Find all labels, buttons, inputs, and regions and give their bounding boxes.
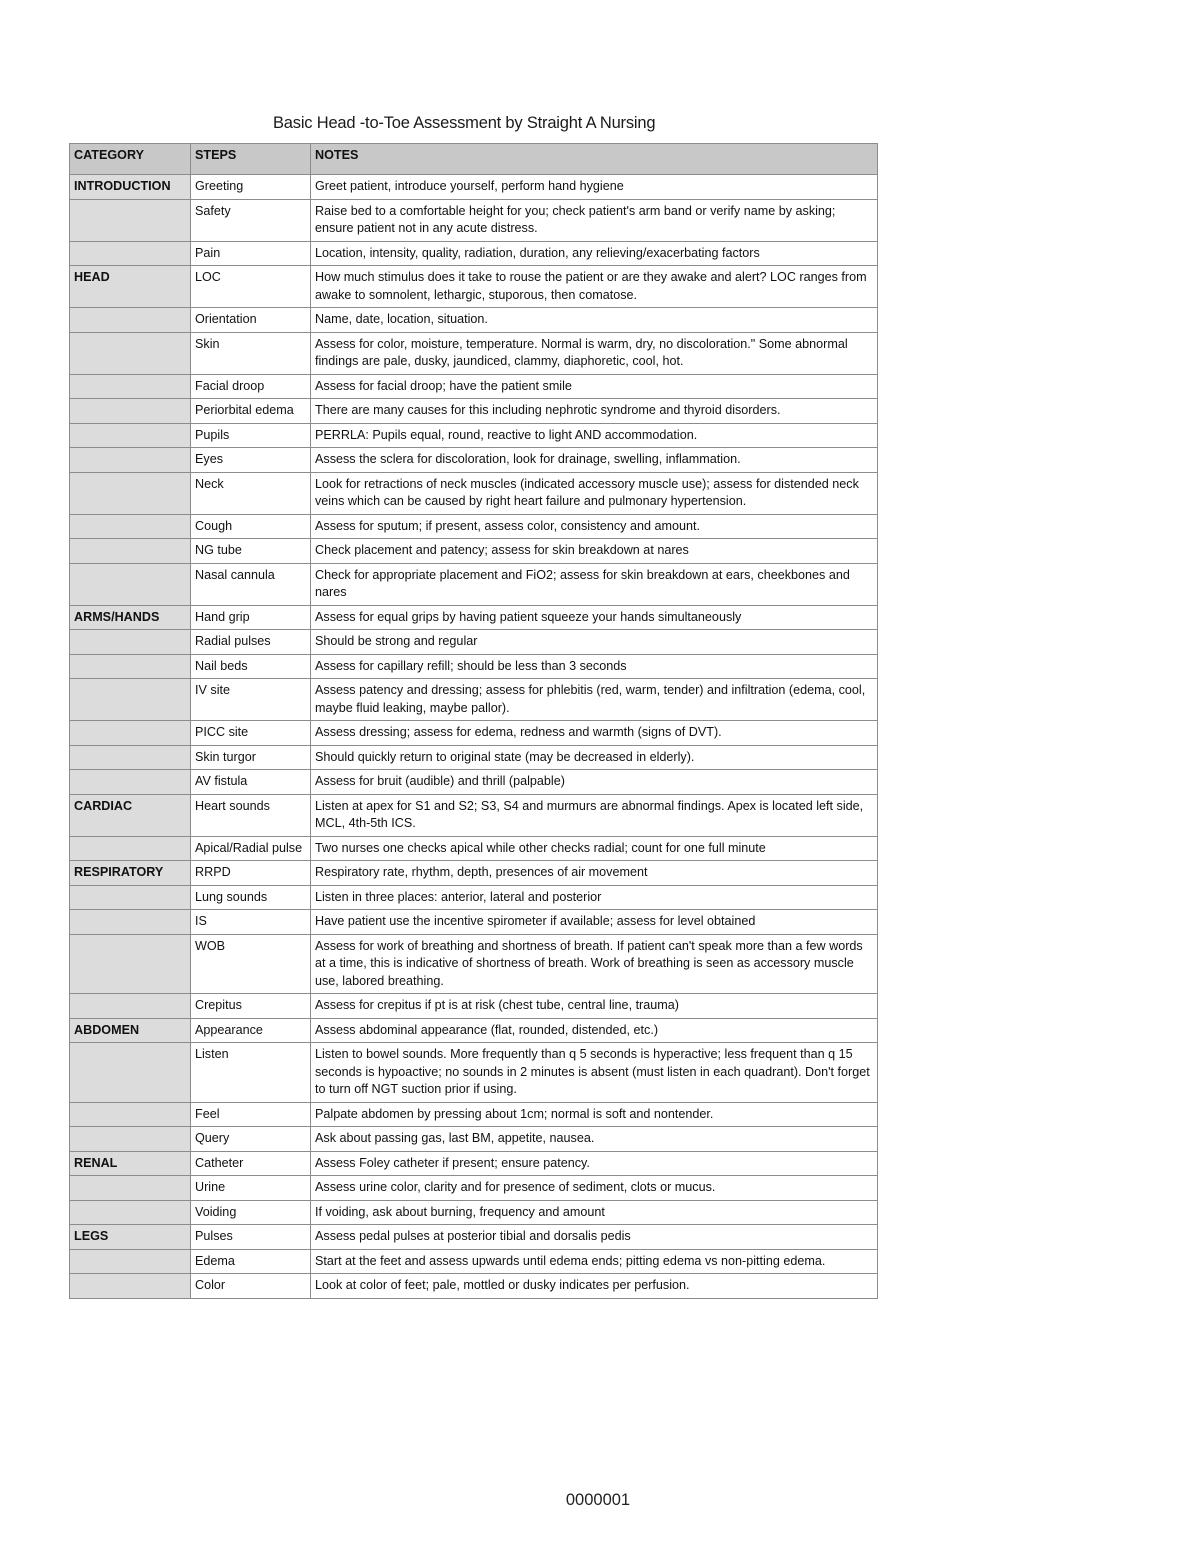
table-row (70, 448, 878, 473)
category-cell (70, 1127, 191, 1152)
note-cell: Assess for sputum; if present, assess color, consistency and amount. (311, 514, 878, 539)
step-cell: Listen (191, 1043, 311, 1103)
note-cell: Greet patient, introduce yourself, perform hand hygiene (311, 175, 878, 200)
step-cell: Greeting (191, 175, 311, 200)
note-cell: Assess dressing; assess for edema, redness and warmth (signs of DVT). (311, 721, 878, 746)
step-cell: Pain (191, 241, 311, 266)
table-row (70, 472, 878, 514)
note-cell: Look for retractions of neck muscles (indicated accessory muscle use); assess for distended neck veins which can be caused by right heart failure and pulmonary hypertension. (311, 472, 878, 514)
note-cell: Assess urine color, clarity and for presence of sediment, clots or mucus. (311, 1176, 878, 1201)
category-cell (70, 994, 191, 1019)
step-cell: WOB (191, 934, 311, 994)
step-cell: Hand grip (191, 605, 311, 630)
note-cell: Assess for color, moisture, temperature. Normal is warm, dry, no discoloration." Some abnormal findings are pale, dusky, jaundiced, clammy, diaphoretic, cool, hot. (311, 332, 878, 374)
table-row (70, 514, 878, 539)
table-row (70, 199, 878, 241)
step-cell: Orientation (191, 308, 311, 333)
table-row (70, 721, 878, 746)
category-cell (70, 836, 191, 861)
table-row (70, 1018, 878, 1043)
table-row (70, 563, 878, 605)
table-row (70, 1176, 878, 1201)
table-row (70, 1274, 878, 1299)
note-cell: Have patient use the incentive spirometer if available; assess for level obtained (311, 910, 878, 935)
note-cell: Assess Foley catheter if present; ensure patency. (311, 1151, 878, 1176)
note-cell: Assess for crepitus if pt is at risk (chest tube, central line, trauma) (311, 994, 878, 1019)
step-cell: Lung sounds (191, 885, 311, 910)
table-row (70, 423, 878, 448)
table-row (70, 910, 878, 935)
category-cell (70, 679, 191, 721)
table-row (70, 241, 878, 266)
step-cell: Apical/Radial pulse (191, 836, 311, 861)
step-cell: Pulses (191, 1225, 311, 1250)
table-row (70, 861, 878, 886)
note-cell: Respiratory rate, rhythm, depth, presences of air movement (311, 861, 878, 886)
note-cell: Ask about passing gas, last BM, appetite, nausea. (311, 1127, 878, 1152)
step-cell: Voiding (191, 1200, 311, 1225)
table-row (70, 794, 878, 836)
category-cell (70, 1200, 191, 1225)
page-number: 0000001 (565, 1491, 631, 1509)
step-cell: Color (191, 1274, 311, 1299)
category-cell (70, 885, 191, 910)
step-cell: AV fistula (191, 770, 311, 795)
step-cell: Skin (191, 332, 311, 374)
table-row (70, 1127, 878, 1152)
table-body (70, 175, 878, 1299)
table-row (70, 679, 878, 721)
note-cell: Assess abdominal appearance (flat, rounded, distended, etc.) (311, 1018, 878, 1043)
note-cell: Check for appropriate placement and FiO2; assess for skin breakdown at ears, cheekbones and nares (311, 563, 878, 605)
assessment-table (69, 143, 878, 1299)
note-cell: Listen in three places: anterior, lateral and posterior (311, 885, 878, 910)
category-cell: HEAD (70, 266, 191, 308)
note-cell: There are many causes for this including nephrotic syndrome and thyroid disorders. (311, 399, 878, 424)
category-cell (70, 308, 191, 333)
step-cell: PICC site (191, 721, 311, 746)
step-cell: LOC (191, 266, 311, 308)
table-header-row (70, 144, 878, 175)
step-cell: Cough (191, 514, 311, 539)
note-cell: If voiding, ask about burning, frequency and amount (311, 1200, 878, 1225)
step-cell: Feel (191, 1102, 311, 1127)
note-cell: Assess for bruit (audible) and thrill (palpable) (311, 770, 878, 795)
note-cell: Assess the sclera for discoloration, look for drainage, swelling, inflammation. (311, 448, 878, 473)
note-cell: Listen to bowel sounds. More frequently than q 5 seconds is hyperactive; less frequent than q 15 seconds is hypoactive; no sounds in 2 minutes is absent (must listen in each quadrant). Don't forget to turn off NGT suction prior if using. (311, 1043, 878, 1103)
category-cell: RENAL (70, 1151, 191, 1176)
step-cell: IS (191, 910, 311, 935)
step-cell: Query (191, 1127, 311, 1152)
table-row (70, 1151, 878, 1176)
note-cell: How much stimulus does it take to rouse the patient or are they awake and alert? LOC ranges from awake to somnolent, lethargic, stuporous, then comatose. (311, 266, 878, 308)
table-row (70, 374, 878, 399)
category-cell: LEGS (70, 1225, 191, 1250)
category-cell (70, 1274, 191, 1299)
note-cell: Assess for facial droop; have the patient smile (311, 374, 878, 399)
note-cell: Check placement and patency; assess for skin breakdown at nares (311, 539, 878, 564)
category-cell (70, 332, 191, 374)
category-cell (70, 654, 191, 679)
step-cell: Heart sounds (191, 794, 311, 836)
note-cell: Two nurses one checks apical while other checks radial; count for one full minute (311, 836, 878, 861)
table-row (70, 885, 878, 910)
note-cell: Assess for equal grips by having patient squeeze your hands simultaneously (311, 605, 878, 630)
category-cell (70, 199, 191, 241)
category-cell (70, 472, 191, 514)
category-cell (70, 399, 191, 424)
note-cell: Assess pedal pulses at posterior tibial and dorsalis pedis (311, 1225, 878, 1250)
category-cell (70, 563, 191, 605)
table-row (70, 332, 878, 374)
category-cell (70, 630, 191, 655)
column-header-steps: STEPS (191, 144, 311, 175)
step-cell: Appearance (191, 1018, 311, 1043)
note-cell: Raise bed to a comfortable height for you; check patient's arm band or verify name by asking; ensure patient not in any acute distress. (311, 199, 878, 241)
note-cell: Listen at apex for S1 and S2; S3, S4 and murmurs are abnormal findings. Apex is located left side, MCL, 4th-5th ICS. (311, 794, 878, 836)
category-cell: ABDOMEN (70, 1018, 191, 1043)
step-cell: Eyes (191, 448, 311, 473)
table-row (70, 539, 878, 564)
table-row (70, 934, 878, 994)
note-cell: Assess patency and dressing; assess for phlebitis (red, warm, tender) and infiltration (edema, cool, maybe fluid leaking, maybe pallor). (311, 679, 878, 721)
category-cell (70, 1176, 191, 1201)
step-cell: RRPD (191, 861, 311, 886)
category-cell (70, 770, 191, 795)
step-cell: IV site (191, 679, 311, 721)
table-row (70, 266, 878, 308)
table-row (70, 1043, 878, 1103)
category-cell: INTRODUCTION (70, 175, 191, 200)
category-cell (70, 374, 191, 399)
table-row (70, 308, 878, 333)
table-row (70, 175, 878, 200)
category-cell (70, 934, 191, 994)
table-row (70, 1249, 878, 1274)
table-row (70, 1200, 878, 1225)
column-header-category: CATEGORY (70, 144, 191, 175)
step-cell: Catheter (191, 1151, 311, 1176)
note-cell: Should be strong and regular (311, 630, 878, 655)
step-cell: Pupils (191, 423, 311, 448)
step-cell: Edema (191, 1249, 311, 1274)
note-cell: Look at color of feet; pale, mottled or dusky indicates per perfusion. (311, 1274, 878, 1299)
category-cell (70, 1102, 191, 1127)
table-row (70, 654, 878, 679)
category-cell (70, 910, 191, 935)
table-row (70, 605, 878, 630)
note-cell: PERRLA: Pupils equal, round, reactive to light AND accommodation. (311, 423, 878, 448)
category-cell (70, 1043, 191, 1103)
table-row (70, 630, 878, 655)
note-cell: Location, intensity, quality, radiation, duration, any relieving/exacerbating factors (311, 241, 878, 266)
category-cell (70, 448, 191, 473)
step-cell: NG tube (191, 539, 311, 564)
table-row (70, 994, 878, 1019)
step-cell: Nail beds (191, 654, 311, 679)
note-cell: Start at the feet and assess upwards until edema ends; pitting edema vs non-pitting edema. (311, 1249, 878, 1274)
note-cell: Name, date, location, situation. (311, 308, 878, 333)
document-title: Basic Head -to-Toe Assessment by Straight A Nursing (273, 114, 656, 132)
category-cell: RESPIRATORY (70, 861, 191, 886)
note-cell: Assess for work of breathing and shortness of breath. If patient can't speak more than a few words at a time, this is indicative of shortness of breath. Work of breathing is seen as accessory muscle use, labored breathing. (311, 934, 878, 994)
category-cell (70, 539, 191, 564)
note-cell: Assess for capillary refill; should be less than 3 seconds (311, 654, 878, 679)
step-cell: Neck (191, 472, 311, 514)
category-cell: CARDIAC (70, 794, 191, 836)
table-row (70, 770, 878, 795)
step-cell: Urine (191, 1176, 311, 1201)
table-row (70, 1225, 878, 1250)
note-cell: Palpate abdomen by pressing about 1cm; normal is soft and nontender. (311, 1102, 878, 1127)
column-header-notes: NOTES (311, 144, 878, 175)
step-cell: Crepitus (191, 994, 311, 1019)
category-cell (70, 241, 191, 266)
category-cell: ARMS/HANDS (70, 605, 191, 630)
step-cell: Radial pulses (191, 630, 311, 655)
step-cell: Skin turgor (191, 745, 311, 770)
category-cell (70, 423, 191, 448)
table-row (70, 1102, 878, 1127)
table-row (70, 836, 878, 861)
table-row (70, 745, 878, 770)
step-cell: Facial droop (191, 374, 311, 399)
note-cell: Should quickly return to original state (may be decreased in elderly). (311, 745, 878, 770)
step-cell: Nasal cannula (191, 563, 311, 605)
category-cell (70, 721, 191, 746)
category-cell (70, 514, 191, 539)
category-cell (70, 745, 191, 770)
table-row (70, 399, 878, 424)
step-cell: Periorbital edema (191, 399, 311, 424)
step-cell: Safety (191, 199, 311, 241)
category-cell (70, 1249, 191, 1274)
